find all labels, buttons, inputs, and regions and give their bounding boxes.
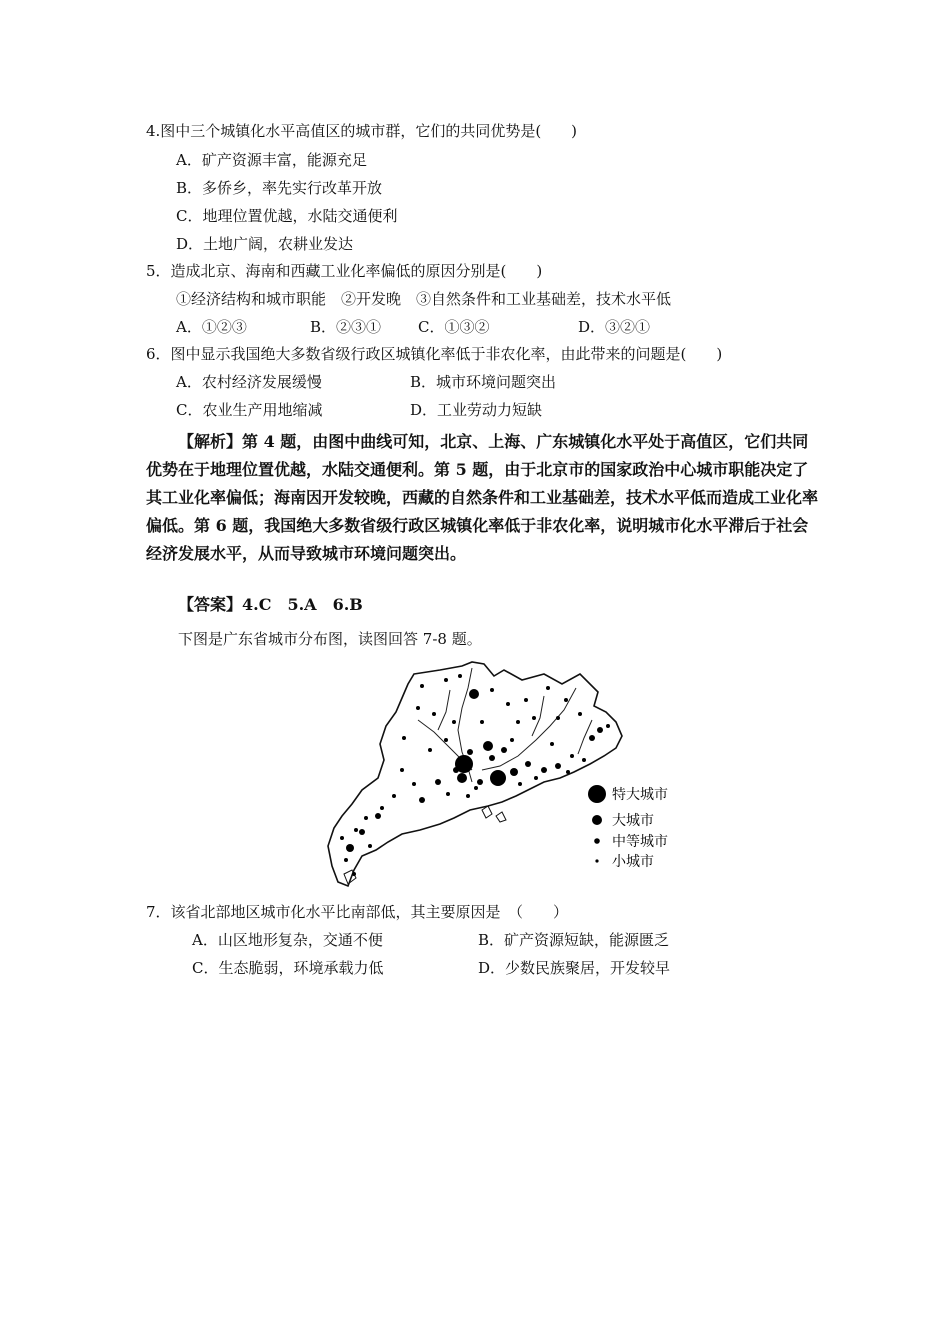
q7-stem: 7．该省北部地区城市化水平比南部低，其主要原因是 （ ） xyxy=(146,903,569,921)
guangdong-city-map xyxy=(322,660,702,896)
small-city-dot xyxy=(474,786,478,790)
q5-option-b: B．②③① xyxy=(310,318,382,336)
small-city-dot xyxy=(452,720,456,724)
legend-large-city: 大城市 xyxy=(612,813,654,829)
small-city-dot xyxy=(364,816,368,820)
medium-city-dot xyxy=(359,829,365,835)
map-legend xyxy=(588,785,668,870)
small-city-dot xyxy=(550,742,554,746)
q6-option-a: A．农村经济发展缓慢 xyxy=(176,373,322,391)
map-intro: 下图是广东省城市分布图，读图回答 7-8 题。 xyxy=(178,630,482,648)
small-city-dot xyxy=(546,686,550,690)
island xyxy=(496,812,506,822)
small-city-dot xyxy=(516,720,520,724)
small-city-dot xyxy=(344,858,348,862)
legend-medium-city: 中等城市 xyxy=(612,834,668,850)
small-city-dot xyxy=(444,678,448,682)
small-city-dot xyxy=(532,716,536,720)
q6-option-d: D．工业劳动力短缺 xyxy=(410,401,543,419)
small-city-dot xyxy=(368,844,372,848)
legend-symbol-medium-city xyxy=(594,838,600,844)
q4-option-c: C．地理位置优越，水陆交通便利 xyxy=(176,207,398,225)
river xyxy=(532,696,544,736)
megacity-dot xyxy=(490,770,506,786)
small-city-dot xyxy=(606,724,610,728)
medium-city-dot xyxy=(419,797,425,803)
large-city-dot xyxy=(469,689,479,699)
q7-option-b: B．矿产资源短缺，能源匮乏 xyxy=(478,931,670,949)
large-city-dot xyxy=(457,773,467,783)
medium-city-dot xyxy=(597,727,603,733)
small-city-dot xyxy=(570,754,574,758)
small-city-dot xyxy=(582,758,586,762)
medium-city-dot xyxy=(375,813,381,819)
small-city-dot xyxy=(564,698,568,702)
small-city-dot xyxy=(506,702,510,706)
small-city-dot xyxy=(510,738,514,742)
q5-stem: 5．造成北京、海南和西藏工业化率偏低的原因分别是( ) xyxy=(146,262,543,280)
river xyxy=(482,688,576,770)
q7-option-c: C．生态脆弱，环境承载力低 xyxy=(192,959,384,977)
small-city-dot xyxy=(466,794,470,798)
medium-city-dot xyxy=(467,749,473,755)
small-city-dot xyxy=(566,770,570,774)
analysis-tag: 【解析】 xyxy=(178,432,243,451)
legend-symbol-megacity xyxy=(588,785,606,803)
small-city-dot xyxy=(402,736,406,740)
small-city-dot xyxy=(412,782,416,786)
large-city-dot xyxy=(483,741,493,751)
small-city-dot xyxy=(428,748,432,752)
q5-option-a: A．①②③ xyxy=(176,318,247,336)
small-city-dot xyxy=(432,712,436,716)
answer-line xyxy=(178,595,363,615)
legend-small-city: 小城市 xyxy=(612,854,654,870)
q4-option-a: A．矿产资源丰富，能源充足 xyxy=(176,151,367,169)
small-city-dot xyxy=(420,684,424,688)
q5-items: ①经济结构和城市职能 ②开发晚 ③自然条件和工业基础差，技术水平低 xyxy=(176,290,672,308)
small-city-dot xyxy=(490,688,494,692)
small-city-dot xyxy=(534,776,538,780)
medium-city-dot xyxy=(589,735,595,741)
q6-stem: 6．图中显示我国绝大多数省级行政区城镇化率低于非农化率，由此带来的问题是( ) xyxy=(146,345,723,363)
small-city-dot xyxy=(444,738,448,742)
medium-city-dot xyxy=(453,767,459,773)
q5-option-d: D．③②① xyxy=(578,318,651,336)
small-city-dot xyxy=(392,794,396,798)
legend-symbol-small-city xyxy=(595,859,598,862)
small-city-dot xyxy=(446,792,450,796)
small-city-dot xyxy=(458,674,462,678)
medium-city-dot xyxy=(435,779,441,785)
q6-option-b: B．城市环境问题突出 xyxy=(410,373,557,391)
q7-option-a: A．山区地形复杂，交通不便 xyxy=(192,931,383,949)
q4-option-d: D．土地广阔，农耕业发达 xyxy=(176,235,354,253)
analysis-text: 第 4 题，由图中曲线可知，北京、上海、广东城镇化水平处于高值区，它们共同优势在于地理位置优越，水陆交通便利。第 5 题，由于北京市的国家政治中心城市职能决定了其工业化率偏低；海南因开发较晚，西藏的自然条件和工业基础差，技术水平低而造成工业化率偏低。第 6 题，我国绝大多数省级行政区城镇化率低于非农化率，说明城市化水平滞后于社会经济发展水平，从而导致城市环境问题突出。 xyxy=(146,432,819,563)
medium-city-dot xyxy=(510,768,518,776)
large-city-dot xyxy=(346,844,354,852)
answer-text: 4.C 5.A 6.B xyxy=(242,595,363,614)
q4-stem: 4.图中三个城镇化水平高值区的城市群，它们的共同优势是( ) xyxy=(146,122,578,140)
q6-option-c: C．农业生产用地缩减 xyxy=(176,401,323,419)
small-city-dot xyxy=(480,720,484,724)
small-city-dot xyxy=(380,806,384,810)
small-city-dot xyxy=(354,828,358,832)
small-city-dot xyxy=(556,716,560,720)
small-city-dot xyxy=(578,712,582,716)
medium-city-dot xyxy=(489,755,495,761)
medium-city-dot xyxy=(541,767,547,773)
small-city-dot xyxy=(524,698,528,702)
medium-city-dot xyxy=(555,763,561,769)
answer-tag: 【答案】 xyxy=(178,595,243,614)
medium-city-dot xyxy=(501,747,507,753)
river xyxy=(438,690,450,730)
medium-city-dot xyxy=(525,761,531,767)
small-city-dot xyxy=(352,872,356,876)
medium-city-dot xyxy=(477,779,483,785)
small-city-dot xyxy=(400,768,404,772)
q5-option-c: C．①③② xyxy=(418,318,490,336)
small-city-dot xyxy=(416,706,420,710)
small-city-dot xyxy=(340,836,344,840)
q4-option-b: B．多侨乡，率先实行改革开放 xyxy=(176,179,383,197)
q7-option-d: D．少数民族聚居，开发较早 xyxy=(478,959,671,977)
analysis-paragraph xyxy=(146,428,818,568)
legend-symbol-large-city xyxy=(592,815,602,825)
legend-megacity: 特大城市 xyxy=(612,787,668,803)
small-city-dot xyxy=(518,782,522,786)
